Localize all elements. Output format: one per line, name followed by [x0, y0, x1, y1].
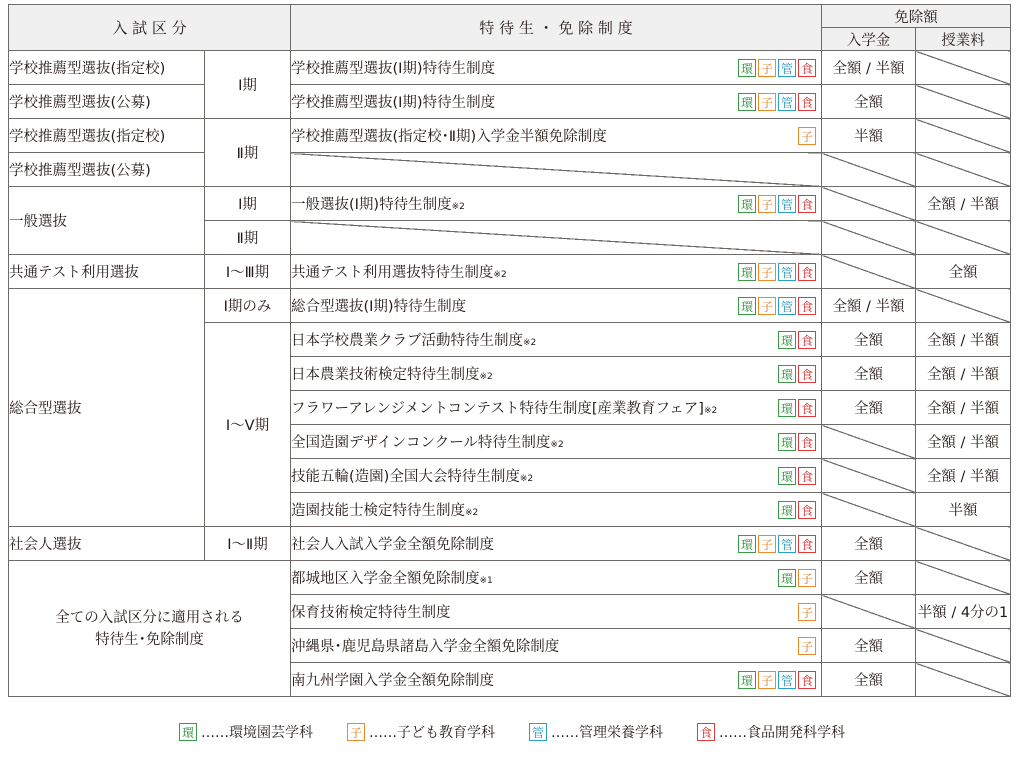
- period-cell: Ⅰ～Ⅴ期: [205, 323, 291, 527]
- entrance-cell-empty: [822, 153, 916, 187]
- header-system: 特 待 生 ・ 免 除 制 度: [291, 5, 822, 51]
- tuition-cell: 全額: [916, 255, 1011, 289]
- dept-badges: [738, 195, 816, 213]
- entrance-cell-empty: [822, 187, 916, 221]
- dept-badges: [778, 399, 816, 417]
- system-name: 日本学校農業クラブ活動特待生制度: [291, 333, 523, 349]
- dept-badges: [778, 433, 816, 451]
- env-badge-icon: 環: [778, 501, 796, 519]
- env-badge-icon: 環: [738, 535, 756, 553]
- kid-badge-icon: 子: [798, 127, 816, 145]
- footnote-mark: ※2: [493, 270, 507, 280]
- mgt-badge-icon: 管: [778, 263, 796, 281]
- category-cell: 学校推薦型選抜(公募): [9, 85, 205, 119]
- legend-text: ……子ども教育学科: [369, 725, 495, 741]
- category-line: 全ての入試区分に適用される: [55, 609, 244, 626]
- footnote-mark: ※2: [479, 372, 493, 382]
- system-cell: [291, 527, 822, 561]
- category-cell: 共通テスト利用選抜: [9, 255, 205, 289]
- system-cell: [291, 85, 822, 119]
- category-cell: 総合型選抜: [9, 289, 205, 527]
- system-name: 日本農業技術検定特待生制度: [291, 367, 480, 383]
- food-badge-icon: 食: [798, 195, 816, 213]
- food-badge-icon: 食: [798, 433, 816, 451]
- system-cell-empty: [291, 153, 822, 187]
- mgt-badge-icon: 管: [529, 723, 547, 741]
- footnote-mark: ※2: [519, 474, 534, 484]
- legend-item: [347, 722, 495, 742]
- footnote-mark: ※2: [550, 440, 564, 450]
- tuition-cell-empty: [916, 221, 1011, 255]
- entrance-cell: 全額: [822, 391, 916, 425]
- footnote-mark: ※2: [703, 406, 718, 416]
- env-badge-icon: 環: [738, 263, 756, 281]
- system-cell: [291, 629, 822, 663]
- legend-item: [529, 722, 663, 742]
- entrance-cell: 全額: [822, 323, 916, 357]
- system-cell: [291, 289, 822, 323]
- table-row: [9, 289, 1011, 323]
- footnote-mark: ※2: [523, 338, 537, 348]
- footnote-mark: ※1: [479, 576, 493, 586]
- category-cell: 学校推薦型選抜(指定校): [9, 119, 205, 153]
- system-name: フラワーアレンジメントコンテスト特待生制度[産業教育フェア]: [291, 401, 704, 417]
- env-badge-icon: 環: [778, 433, 796, 451]
- tuition-cell-empty: [916, 629, 1011, 663]
- tuition-cell-empty: [916, 561, 1011, 595]
- category-line: 特待生･免除制度: [95, 631, 204, 648]
- entrance-cell-empty: [822, 459, 916, 493]
- system-name: 沖縄県･鹿児島県諸島入学金全額免除制度: [291, 639, 560, 655]
- tuition-cell-empty: [916, 51, 1011, 85]
- mgt-badge-icon: 管: [778, 93, 796, 111]
- system-name: 都城地区入学金全額免除制度: [291, 571, 480, 587]
- tuition-cell: 全額 / 半額: [916, 391, 1011, 425]
- env-badge-icon: 環: [738, 297, 756, 315]
- food-badge-icon: 食: [697, 723, 715, 741]
- header-tuition: 授業料: [916, 28, 1011, 51]
- kid-badge-icon: 子: [758, 93, 776, 111]
- system-name: 技能五輪(造園)全国大会特待生制度: [291, 469, 520, 485]
- entrance-cell: 全額 / 半額: [822, 289, 916, 323]
- env-badge-icon: 環: [778, 331, 796, 349]
- tuition-cell: 全額 / 半額: [916, 459, 1011, 493]
- env-badge-icon: 環: [738, 195, 756, 213]
- system-cell: [291, 561, 822, 595]
- table-row: [9, 119, 1011, 153]
- table-row: [9, 51, 1011, 85]
- tuition-cell: 全額 / 半額: [916, 357, 1011, 391]
- footnote-mark: ※2: [465, 508, 479, 518]
- kid-badge-icon: 子: [347, 723, 365, 741]
- period-cell: Ⅰ期: [205, 51, 291, 119]
- kid-badge-icon: 子: [798, 569, 816, 587]
- dept-badges: [738, 263, 816, 281]
- system-name: 学校推薦型選抜(指定校･Ⅱ期)入学金半額免除制度: [291, 129, 607, 145]
- kid-badge-icon: 子: [758, 297, 776, 315]
- category-cell-all: [9, 561, 291, 697]
- legend-item: [697, 722, 845, 742]
- food-badge-icon: 食: [798, 93, 816, 111]
- mgt-badge-icon: 管: [778, 671, 796, 689]
- food-badge-icon: 食: [798, 399, 816, 417]
- period-cell: Ⅰ期: [205, 187, 291, 221]
- legend-text: ……管理栄養学科: [551, 725, 663, 741]
- system-name: 学校推薦型選抜(Ⅰ期)特待生制度: [291, 61, 496, 77]
- env-badge-icon: 環: [778, 569, 796, 587]
- entrance-cell: 全額 / 半額: [822, 51, 916, 85]
- footnote-mark: ※2: [451, 202, 465, 212]
- food-badge-icon: 食: [798, 365, 816, 383]
- food-badge-icon: 食: [798, 501, 816, 519]
- tuition-cell: 全額 / 半額: [916, 425, 1011, 459]
- dept-badges: [778, 467, 816, 485]
- env-badge-icon: 環: [778, 365, 796, 383]
- tuition-cell: 全額 / 半額: [916, 187, 1011, 221]
- food-badge-icon: 食: [798, 331, 816, 349]
- category-cell: 学校推薦型選抜(指定校): [9, 51, 205, 85]
- period-cell: Ⅱ期: [205, 221, 291, 255]
- env-badge-icon: 環: [738, 93, 756, 111]
- mgt-badge-icon: 管: [778, 297, 796, 315]
- table-row: [9, 561, 1011, 595]
- system-name: 造園技能士検定特待生制度: [291, 503, 465, 519]
- system-cell: [291, 493, 822, 527]
- env-badge-icon: 環: [778, 467, 796, 485]
- dept-badges: [738, 93, 816, 111]
- dept-badges: [798, 603, 816, 621]
- dept-badges: [778, 501, 816, 519]
- system-cell: [291, 357, 822, 391]
- table-row: [9, 527, 1011, 561]
- kid-badge-icon: 子: [758, 535, 776, 553]
- food-badge-icon: 食: [798, 671, 816, 689]
- tuition-cell-empty: [916, 289, 1011, 323]
- period-cell: Ⅰ～Ⅱ期: [205, 527, 291, 561]
- entrance-cell: 全額: [822, 527, 916, 561]
- system-cell: [291, 459, 822, 493]
- table-row: [9, 153, 1011, 187]
- entrance-cell: 半額: [822, 119, 916, 153]
- entrance-cell: 全額: [822, 629, 916, 663]
- period-cell: Ⅰ～Ⅲ期: [205, 255, 291, 289]
- food-badge-icon: 食: [798, 263, 816, 281]
- system-name: 学校推薦型選抜(Ⅰ期)特待生制度: [291, 95, 496, 111]
- tuition-cell: 全額 / 半額: [916, 323, 1011, 357]
- kid-badge-icon: 子: [798, 637, 816, 655]
- env-badge-icon: 環: [778, 399, 796, 417]
- system-cell: [291, 323, 822, 357]
- table-row: [9, 255, 1011, 289]
- dept-badges: [778, 569, 816, 587]
- system-cell: [291, 255, 822, 289]
- period-cell: Ⅱ期: [205, 119, 291, 187]
- dept-badges: [738, 671, 816, 689]
- system-cell: [291, 595, 822, 629]
- system-name: 共通テスト利用選抜特待生制度: [291, 265, 494, 281]
- system-name: 南九州学園入学金全額免除制度: [291, 673, 494, 689]
- tuition-cell-empty: [916, 527, 1011, 561]
- kid-badge-icon: 子: [758, 195, 776, 213]
- entrance-cell: 全額: [822, 85, 916, 119]
- food-badge-icon: 食: [798, 535, 816, 553]
- entrance-cell-empty: [822, 425, 916, 459]
- food-badge-icon: 食: [798, 467, 816, 485]
- system-name: 全国造園デザインコンクール特待生制度: [291, 435, 551, 451]
- system-name: 保育技術検定特待生制度: [291, 605, 451, 621]
- entrance-cell: 全額: [822, 663, 916, 697]
- header-exemption: 免除額: [822, 5, 1011, 28]
- system-cell: [291, 187, 822, 221]
- table-row: [9, 187, 1011, 221]
- food-badge-icon: 食: [798, 297, 816, 315]
- period-cell: Ⅰ期のみ: [205, 289, 291, 323]
- kid-badge-icon: 子: [758, 263, 776, 281]
- scholarship-table: [8, 4, 1011, 697]
- env-badge-icon: 環: [179, 723, 197, 741]
- system-cell: [291, 51, 822, 85]
- kid-badge-icon: 子: [758, 59, 776, 77]
- legend-text: ……環境園芸学科: [201, 725, 313, 741]
- entrance-cell-empty: [822, 221, 916, 255]
- tuition-cell-empty: [916, 85, 1011, 119]
- dept-badges: [778, 365, 816, 383]
- tuition-cell-empty: [916, 663, 1011, 697]
- dept-badges: [738, 59, 816, 77]
- dept-badges: [798, 127, 816, 145]
- system-cell: [291, 391, 822, 425]
- env-badge-icon: 環: [738, 59, 756, 77]
- tuition-cell: 半額 / 4分の1: [916, 595, 1011, 629]
- tuition-cell-empty: [916, 153, 1011, 187]
- entrance-cell-empty: [822, 493, 916, 527]
- legend-text: ……食品開発科学科: [719, 725, 845, 741]
- table-row: [9, 85, 1011, 119]
- system-name: 総合型選抜(Ⅰ期)特待生制度: [291, 299, 467, 315]
- mgt-badge-icon: 管: [778, 195, 796, 213]
- kid-badge-icon: 子: [798, 603, 816, 621]
- tuition-cell: 半額: [916, 493, 1011, 527]
- dept-badges: [738, 297, 816, 315]
- category-cell: 学校推薦型選抜(公募): [9, 153, 205, 187]
- legend: [0, 722, 1024, 742]
- legend-item: [179, 722, 313, 742]
- category-cell: 一般選抜: [9, 187, 205, 255]
- system-name: 社会人入試入学金全額免除制度: [291, 537, 494, 553]
- entrance-cell: 全額: [822, 357, 916, 391]
- mgt-badge-icon: 管: [778, 59, 796, 77]
- entrance-cell-empty: [822, 255, 916, 289]
- tuition-cell-empty: [916, 119, 1011, 153]
- system-cell: [291, 119, 822, 153]
- system-cell-empty: [291, 221, 822, 255]
- entrance-cell-empty: [822, 595, 916, 629]
- system-name: 一般選抜(Ⅰ期)特待生制度: [291, 197, 452, 213]
- kid-badge-icon: 子: [758, 671, 776, 689]
- header-category: 入 試 区 分: [9, 5, 291, 51]
- system-cell: [291, 663, 822, 697]
- mgt-badge-icon: 管: [778, 535, 796, 553]
- header-entrance: 入学金: [822, 28, 916, 51]
- dept-badges: [798, 637, 816, 655]
- food-badge-icon: 食: [798, 59, 816, 77]
- category-cell: 社会人選抜: [9, 527, 205, 561]
- dept-badges: [778, 331, 816, 349]
- entrance-cell: 全額: [822, 561, 916, 595]
- dept-badges: [738, 535, 816, 553]
- env-badge-icon: 環: [738, 671, 756, 689]
- system-cell: [291, 425, 822, 459]
